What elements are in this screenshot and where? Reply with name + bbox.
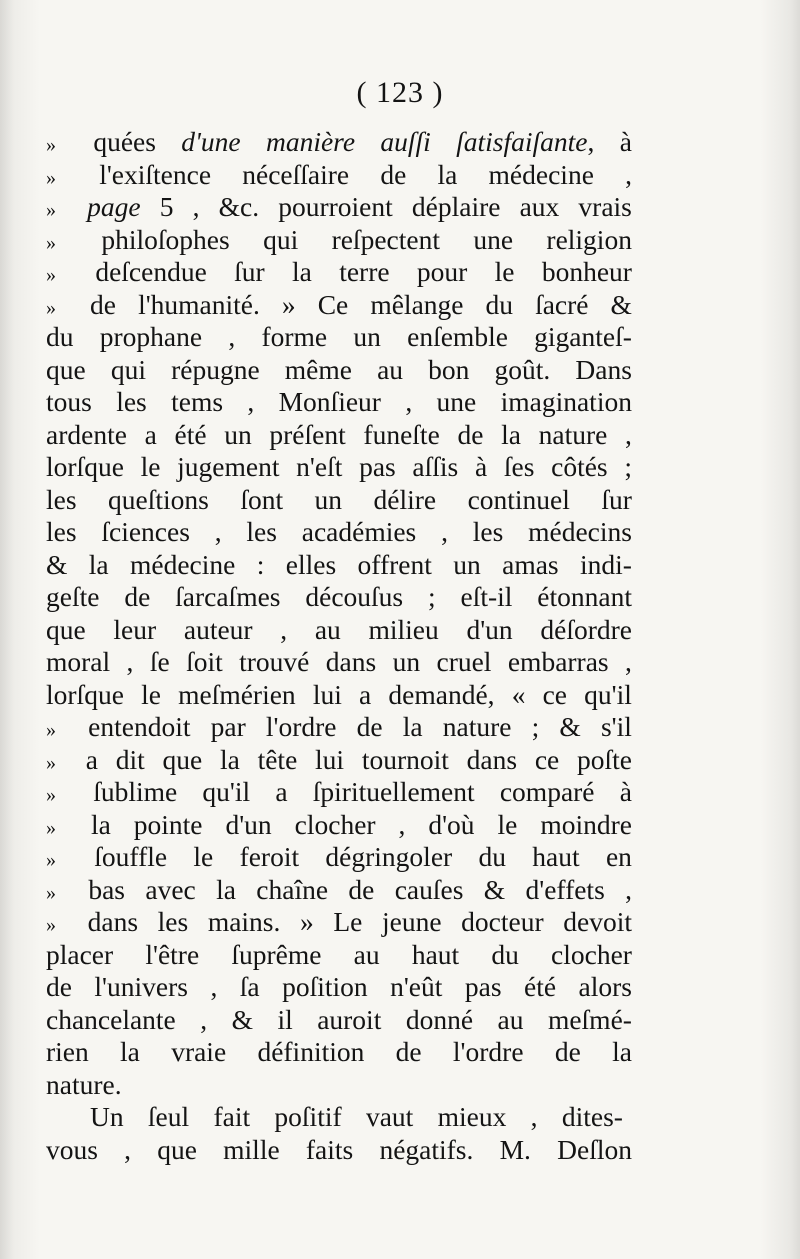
word: tous [46, 386, 92, 417]
word: auroit [317, 1003, 382, 1035]
word: Un [90, 1101, 124, 1132]
text-line [46, 679, 632, 712]
word: du [491, 938, 519, 970]
quotation-mark: » [46, 881, 56, 904]
text-line [46, 1036, 632, 1069]
quotation-mark: » [46, 166, 56, 189]
word: étonnant [537, 581, 632, 612]
word: & [231, 1003, 253, 1035]
word: pas [464, 971, 502, 1002]
text-line [46, 1069, 632, 1102]
text-line [46, 126, 632, 159]
word: amas [502, 548, 559, 580]
word: déſordre [540, 613, 632, 645]
word: poſitif [274, 1101, 342, 1132]
word: pointe [133, 808, 203, 840]
word: dégringoler [325, 841, 453, 872]
word: poſte [577, 743, 632, 775]
word: bonheur [541, 256, 632, 287]
word: , [126, 646, 134, 677]
word: un [453, 548, 481, 580]
text-line [46, 646, 632, 679]
word: avec [145, 873, 196, 905]
word: tête [257, 743, 298, 775]
word: moindre [540, 808, 632, 840]
word: donné [405, 1003, 474, 1035]
word: lorſque [46, 678, 124, 710]
word: la [88, 548, 109, 580]
word: ſacré [535, 288, 589, 320]
text-line [46, 744, 632, 777]
text-line [46, 256, 632, 289]
word: ſarcaſmes [175, 581, 281, 612]
word: de [46, 971, 72, 1002]
word: nature. [46, 1068, 122, 1100]
word: s'il [600, 711, 632, 742]
word: mieux [437, 1101, 507, 1132]
word: à [619, 776, 632, 807]
word: que [157, 1133, 197, 1165]
word: qu'il [202, 776, 251, 807]
word: & [610, 288, 632, 320]
quotation-mark: » [46, 816, 56, 839]
text-line [46, 971, 632, 1004]
word: la [402, 711, 423, 742]
word: d'une [181, 126, 241, 157]
text-line [46, 874, 632, 907]
word: ce [534, 743, 560, 775]
text-line [46, 516, 632, 549]
text-line [46, 776, 632, 809]
word: les [46, 483, 77, 515]
word: terre [339, 256, 390, 287]
word: manière [265, 126, 356, 157]
text-line [46, 191, 632, 224]
word: l'humanité. [138, 288, 260, 320]
word: eſt-il [460, 581, 513, 612]
word: ſoit [186, 646, 223, 677]
word: , [192, 191, 200, 222]
word: , [625, 418, 632, 450]
word: » [281, 288, 296, 320]
page-number: ( 123 ) [356, 76, 444, 109]
word: a [85, 743, 98, 775]
word: docteur [461, 906, 544, 937]
word: embarras [507, 646, 609, 677]
word: la [612, 1036, 632, 1067]
word: définition [257, 1036, 365, 1067]
word: goût. [494, 353, 551, 385]
word: académies [301, 516, 417, 547]
word: , [210, 971, 218, 1002]
word: délire [373, 483, 437, 515]
word: poſition [282, 971, 368, 1002]
word: haut [411, 938, 460, 970]
word: nature [538, 418, 608, 450]
quotation-mark: » [46, 784, 56, 806]
text-line [46, 321, 632, 354]
word: forme [261, 321, 328, 352]
text-line [46, 1134, 632, 1167]
word: ; [624, 451, 632, 482]
word: jeune [381, 906, 442, 937]
word: pourroient [278, 191, 393, 222]
word: cruel [436, 646, 492, 677]
word: , [625, 873, 632, 905]
word: feroit [239, 841, 300, 872]
word: qui [263, 223, 299, 255]
word: , [247, 386, 255, 417]
word: bon [428, 353, 470, 385]
word: préſent [269, 418, 346, 450]
word: le [193, 841, 214, 872]
quotation-mark: » [46, 751, 56, 774]
text-line [46, 1101, 632, 1134]
word: n'eſt [296, 451, 343, 482]
word: qui [110, 353, 146, 385]
word: ſa [239, 971, 260, 1002]
word: ce [542, 678, 568, 710]
word: les [157, 906, 189, 937]
word: imagination [500, 386, 632, 417]
word: haut [532, 841, 580, 872]
word: la [219, 743, 240, 775]
word: été [523, 971, 557, 1002]
word: Le [333, 906, 363, 937]
word: vaut [365, 1101, 414, 1132]
word: « [511, 678, 526, 710]
word: comparé [499, 776, 595, 807]
word: , [200, 1003, 208, 1035]
word: 5 [159, 191, 174, 222]
word: de [356, 711, 383, 742]
word: l'univers [94, 971, 188, 1002]
word: d'effets [525, 873, 605, 905]
word: dans [466, 743, 518, 775]
word: ; [427, 581, 436, 612]
word: & [46, 548, 68, 580]
word: chancelante [46, 1003, 176, 1035]
word: de [554, 1036, 581, 1067]
word: cauſes [394, 873, 464, 905]
word: tournoit [361, 743, 449, 775]
word: le [497, 808, 518, 840]
word: ſes [503, 451, 535, 482]
text-line [46, 906, 632, 939]
word: le [141, 678, 161, 710]
word: auſſi [380, 126, 431, 157]
word: alors [578, 971, 632, 1002]
word: à [474, 451, 488, 482]
word: un [392, 646, 421, 677]
word: de [348, 873, 375, 905]
word: , [214, 516, 222, 547]
word: religion [546, 223, 632, 255]
word: philoſophes [101, 223, 230, 255]
word: funeſte [363, 418, 440, 450]
text-block [46, 126, 632, 1166]
word: quées [93, 126, 156, 157]
word: a [359, 678, 372, 710]
word: jugement [177, 451, 280, 482]
word: les [46, 516, 77, 547]
word: de [457, 418, 484, 450]
word: milieu [368, 613, 439, 645]
quotation-mark: » [46, 914, 56, 936]
word: bas [88, 873, 126, 905]
word: ſciences [101, 516, 190, 547]
word: queſtions [108, 483, 209, 515]
word: pour [416, 256, 468, 287]
text-line [46, 224, 632, 257]
word: » [300, 906, 314, 937]
word: découſus [305, 581, 404, 612]
word: dans [325, 646, 377, 677]
word: Dans [575, 353, 632, 385]
word: de [124, 581, 151, 612]
word: mille [223, 1133, 280, 1165]
text-line [46, 711, 632, 744]
word: été [174, 418, 207, 450]
quotation-mark: » [46, 719, 56, 741]
word: ſeul [147, 1101, 190, 1132]
text-line [46, 451, 632, 484]
word: , [405, 386, 413, 417]
word: prophane [99, 321, 203, 352]
word: , [441, 516, 448, 547]
word: entendoit [88, 711, 191, 742]
word: qu'il [584, 678, 632, 710]
word: médecine [130, 548, 236, 580]
word: clocher [551, 938, 632, 970]
word: déplaire [411, 191, 501, 222]
word: faits [305, 1133, 354, 1165]
word: n'eût [390, 971, 443, 1002]
word: de [90, 288, 117, 320]
word: la [292, 256, 312, 287]
word: aſſis [412, 451, 459, 482]
word: ſe [149, 646, 170, 677]
word: les [472, 516, 504, 547]
word: lui [312, 678, 342, 710]
text-line [46, 484, 632, 517]
word: le [494, 256, 515, 287]
word: Deſlon [557, 1133, 632, 1165]
word: , [228, 321, 236, 352]
word: du [478, 841, 506, 872]
word: une [473, 223, 514, 255]
word: & [559, 711, 581, 742]
word: lorſque [46, 451, 124, 482]
quotation-mark: » [46, 296, 56, 319]
word: Ce [317, 288, 349, 320]
word: la [90, 808, 111, 840]
word: néceſſaire [242, 158, 350, 190]
word: demandé, [388, 678, 495, 710]
text-line [46, 159, 632, 192]
word: négatifs. [379, 1133, 474, 1165]
word: au [377, 353, 404, 385]
quotation-mark: » [46, 849, 56, 871]
word: dit [115, 743, 145, 775]
word: mains. [207, 906, 281, 937]
word: dites- [561, 1101, 623, 1132]
text-line [46, 614, 632, 647]
word: page [87, 191, 141, 222]
word: a [144, 418, 157, 450]
word: ſur [234, 256, 265, 287]
word: la [437, 158, 458, 190]
word: l'être [145, 938, 200, 970]
text-line [46, 841, 632, 874]
word: du [485, 288, 514, 320]
text-line [46, 289, 632, 322]
word: , [625, 646, 632, 677]
word: meſmé- [547, 1003, 632, 1035]
word: , [530, 1101, 538, 1132]
word: &c. [218, 191, 260, 222]
word: ſur [601, 483, 632, 515]
word: continuel [467, 483, 570, 515]
word: pas [359, 451, 396, 482]
word: médecine [488, 158, 594, 190]
word: l'exiſtence [99, 158, 212, 190]
word: les [246, 516, 277, 547]
word: , [280, 613, 288, 645]
word: les [116, 386, 147, 417]
word: vraie [171, 1036, 227, 1067]
word: offrent [357, 548, 432, 580]
word: , [124, 1133, 132, 1165]
word: ſatisfaiſante, [456, 126, 595, 157]
word: reſpectent [331, 223, 440, 255]
word: de [395, 1036, 422, 1067]
word: deſcendue [95, 256, 207, 287]
quotation-mark: » [46, 199, 56, 221]
word: par [210, 711, 246, 742]
word: , [625, 158, 632, 190]
word: moral [46, 646, 111, 677]
text-line [46, 1004, 632, 1037]
word: ardente [46, 418, 127, 450]
word: au [314, 613, 341, 645]
word: que [46, 353, 86, 385]
word: leur [113, 613, 157, 645]
word: que [46, 613, 86, 645]
word: d'un [225, 808, 272, 840]
word: nature [442, 711, 512, 742]
word: geſte [46, 581, 100, 612]
word: fait [213, 1101, 251, 1132]
word: M. [499, 1133, 531, 1165]
word: la [216, 873, 236, 905]
word: une [436, 386, 477, 417]
word: d'un [466, 613, 513, 645]
word: au [353, 938, 380, 970]
text-line [46, 581, 632, 614]
word: ſouffle [94, 841, 168, 872]
word: placer [46, 938, 114, 970]
word: ſuprême [231, 938, 322, 970]
word: même [284, 353, 352, 385]
text-line [46, 419, 632, 452]
word: à [619, 126, 632, 157]
word: rien [46, 1036, 89, 1067]
text-line [46, 354, 632, 387]
word: mêlange [370, 288, 464, 320]
word: lui [315, 743, 345, 775]
text-line [46, 939, 632, 972]
word: Monſieur [278, 386, 381, 417]
text-line [46, 809, 632, 842]
quotation-mark: » [46, 134, 56, 156]
word: ſont [240, 483, 284, 515]
word: clocher [294, 808, 376, 840]
word: l'ordre [265, 711, 337, 742]
word: du [46, 321, 74, 352]
word: la [120, 1036, 140, 1067]
word: médecins [528, 516, 632, 547]
word: ſpirituellement [312, 776, 475, 807]
word: elles [285, 548, 337, 580]
word: en [605, 841, 632, 872]
text-line [46, 386, 632, 419]
word: que [162, 743, 203, 775]
word: , [398, 808, 406, 840]
word: il [277, 1003, 293, 1035]
word: a [275, 776, 288, 807]
word: devoit [563, 906, 632, 937]
word: : [256, 548, 265, 580]
word: ſublime [93, 776, 178, 807]
word: indi- [580, 548, 632, 580]
word: vrais [578, 191, 632, 222]
word: d'où [428, 808, 475, 840]
quotation-mark: » [46, 264, 56, 286]
word: l'ordre [452, 1036, 524, 1067]
word: ; [531, 711, 540, 742]
word: la [501, 418, 521, 450]
word: un [224, 418, 252, 450]
word: aux [519, 191, 560, 222]
word: meſmérien [178, 678, 296, 710]
word: vous [46, 1133, 98, 1165]
word: de [380, 158, 407, 190]
word: & [483, 873, 506, 905]
word: giganteſ- [534, 321, 632, 352]
word: un [353, 321, 381, 352]
word: trouvé [239, 646, 310, 677]
text-line [46, 549, 632, 582]
word: enſemble [407, 321, 508, 352]
word: le [140, 451, 161, 482]
word: répugne [171, 353, 260, 385]
word: au [497, 1003, 524, 1035]
word: chaîne [256, 873, 329, 905]
word: tems [171, 386, 224, 417]
word: auteur [183, 613, 253, 645]
word: dans [87, 906, 139, 937]
word: côtés [551, 451, 608, 482]
word: un [314, 483, 343, 515]
quotation-mark: » [46, 231, 56, 254]
